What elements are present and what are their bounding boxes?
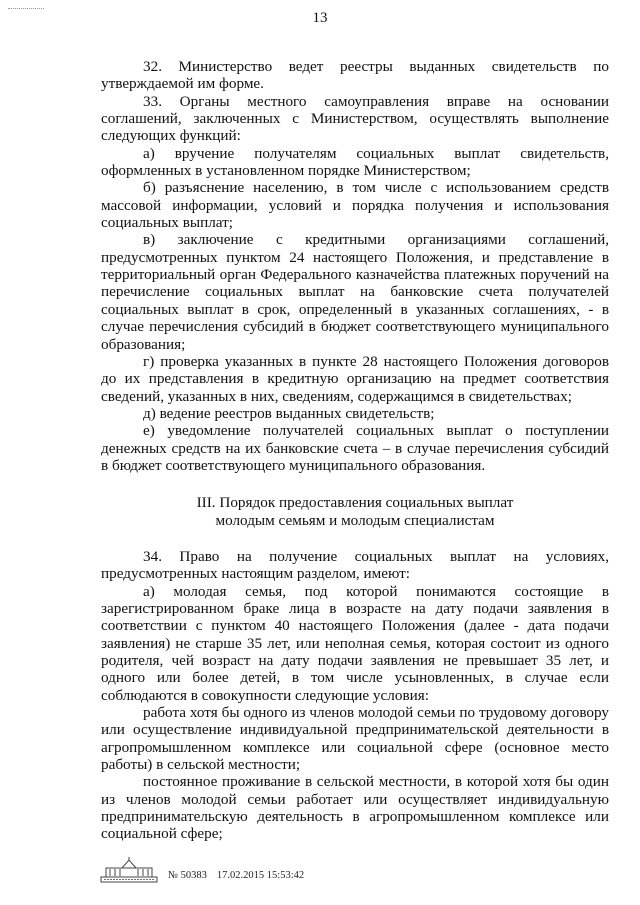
list-item-e: е) уведомление получателей социальных выплат о поступлении денежных средств на их банковские счета – в случае перечисления субсидий в бюджет соответствующего муниципального образования. <box>101 422 609 474</box>
condition-work: работа хотя бы одного из членов молодой семьи по трудовому договору или осуществление индивидуальной предпринимательской деятельности в агропромышленном комплексе или социальной сфере (основное место работы) в сельской местности; <box>101 704 609 774</box>
paragraph-32: 32. Министерство ведет реестры выданных свидетельств по утверждаемой им форме. <box>101 58 609 93</box>
document-footer <box>100 857 304 883</box>
page-number: 13 <box>312 10 328 26</box>
document-number: № 50383 <box>168 870 207 881</box>
document-body <box>101 58 609 843</box>
list-item-a: а) вручение получателям социальных выплат свидетельств, оформленных в установленном порядке Министерством; <box>101 144 609 180</box>
paragraph-34: 34. Право на получение социальных выплат на условиях, предусмотренных настоящим разделом, имеют: <box>101 547 609 583</box>
condition-residence: постоянное проживание в сельской местности, в которой хотя бы один из членов молодой семьи работает или осуществляет индивидуальную предпринимательскую деятельность в агропромышленном комплексе или социальной сфере; <box>101 773 609 843</box>
paragraph-33: 33. Органы местного самоуправления вправе на основании соглашений, заключенных с Министерством, осуществлять выполнение следующих функций: <box>101 92 609 145</box>
list-item-d: д) ведение реестров выданных свидетельств; <box>143 404 435 422</box>
section-title-line-1: III. Порядок предоставления социальных выплат <box>196 494 514 512</box>
list-item-34-a: а) молодая семья, под которой понимаются состоящие в зарегистрированном браке лица в возрасте на дату подачи заявления в соответствии с пунктом 40 настоящего Положения (далее - дата подачи заявления) не старше 35 лет, или неполная семья, которая состоит из одного родителя, чей возраст на дату подачи заявления не превышает 35 лет, и одного или более детей, в том числе усыновленных, в случае если соблюдаются в совокупности следующие условия: <box>101 582 609 704</box>
list-item-v: в) заключение с кредитными организациями соглашений, предусмотренных пунктом 24 настоящего Положения, и представление в территориальный орган Федерального казначейства платежных поручений на перечисление социальных выплат на банковские счета получателей социальных выплат в срок, определенный в указанных соглашениях, - в случае перечисления субсидий в бюджет соответствующего муниципального образования; <box>101 231 609 353</box>
section-title-line-2: молодым семьям и молодым специалистам <box>215 511 495 529</box>
document-timestamp: 17.02.2015 15:53:42 <box>216 870 305 881</box>
list-item-b: б) разъяснение населению, в том числе с использованием средств массовой информации, условий и порядка получения и использования социальных выплат; <box>101 179 609 232</box>
building-stamp-icon <box>100 857 158 883</box>
list-item-g: г) проверка указанных в пункте 28 настоящего Положения договоров до их представления в кредитную организацию на предмет соответствия сведений, указанных в них, сведениям, содержащимся в свидетельствах; <box>101 352 609 405</box>
section-title <box>101 494 609 529</box>
